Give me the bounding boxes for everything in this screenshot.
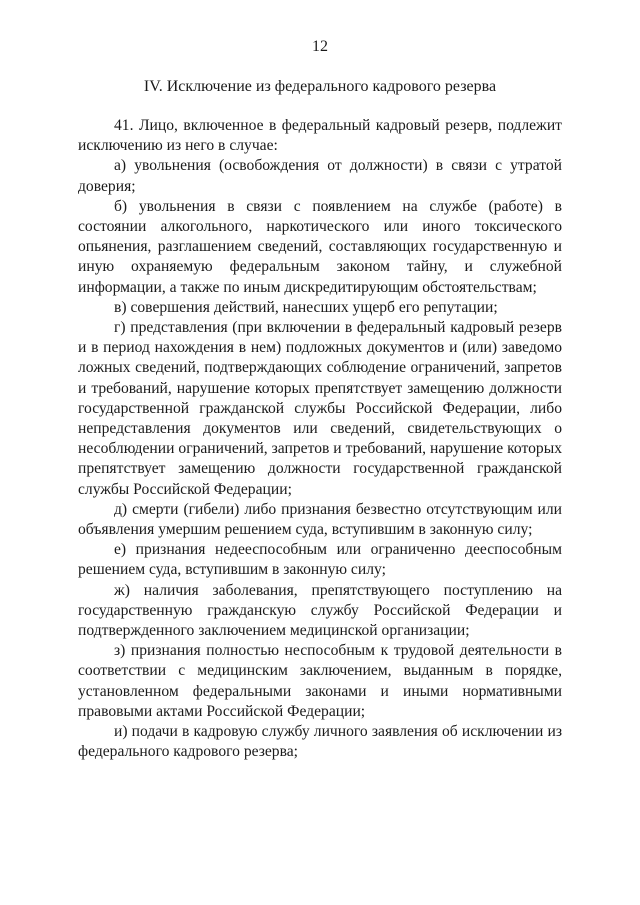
paragraph-e: е) признания недееспособным или ограниченно дееспособным решением суда, вступившим в законную силу; <box>78 541 562 579</box>
document-body <box>78 116 562 763</box>
paragraph-zh: ж) наличия заболевания, препятствующего поступлению на государственную гражданскую службу Российской Федерации и подтвержденного заключением медицинской организации; <box>78 581 562 640</box>
section-title: IV. Исключение из федерального кадрового резерва <box>143 78 497 95</box>
paragraph-41: 41. Лицо, включенное в федеральный кадровый резерв, подлежит исключению из него в случае: <box>78 117 562 155</box>
paragraph-d: д) смерти (гибели) либо признания безвестно отсутствующим или объявления умершим решением суда, вступившим в законную силу; <box>78 500 562 539</box>
paragraph-z: з) признания полностью неспособным к трудовой деятельности в соответствии с медицинским заключением, выданным в порядке, установленном федеральными законами и иными нормативными правовыми актами Российской Федерации; <box>78 642 562 720</box>
paragraph-a: а) увольнения (освобождения от должности) в связи с утратой доверия; <box>78 157 562 195</box>
paragraph-v: в) совершения действий, нанесших ущерб его репутации; <box>114 298 498 316</box>
paragraph-g: г) представления (при включении в федеральный кадровый резерв и в период нахождения в нем) подложных документов и (или) заведомо ложных сведений, подтверждающих соблюдение ограничений, запретов и требований, нарушение которых препятствует замещению должности государственной гражданской службы Российской Федерации, либо непредставления документов или сведений, свидетельствующих о несоблюдении ограничений, запретов и требований, нарушение которых препятствует замещению должности государственной гражданской службы Российской Федерации; <box>78 319 562 498</box>
page-number: 12 <box>312 38 328 55</box>
paragraph-i: и) подачи в кадровую службу личного заявления об исключении из федерального кадрового резерва; <box>78 723 562 761</box>
paragraph-b: б) увольнения в связи с появлением на службе (работе) в состоянии алкогольного, наркотического или иного токсического опьянения, разглашением сведений, составляющих государственную и иную охраняемую федеральным законом тайну, и служебной информации, а также по иным дискредитирующим обстоятельствам; <box>78 197 562 296</box>
